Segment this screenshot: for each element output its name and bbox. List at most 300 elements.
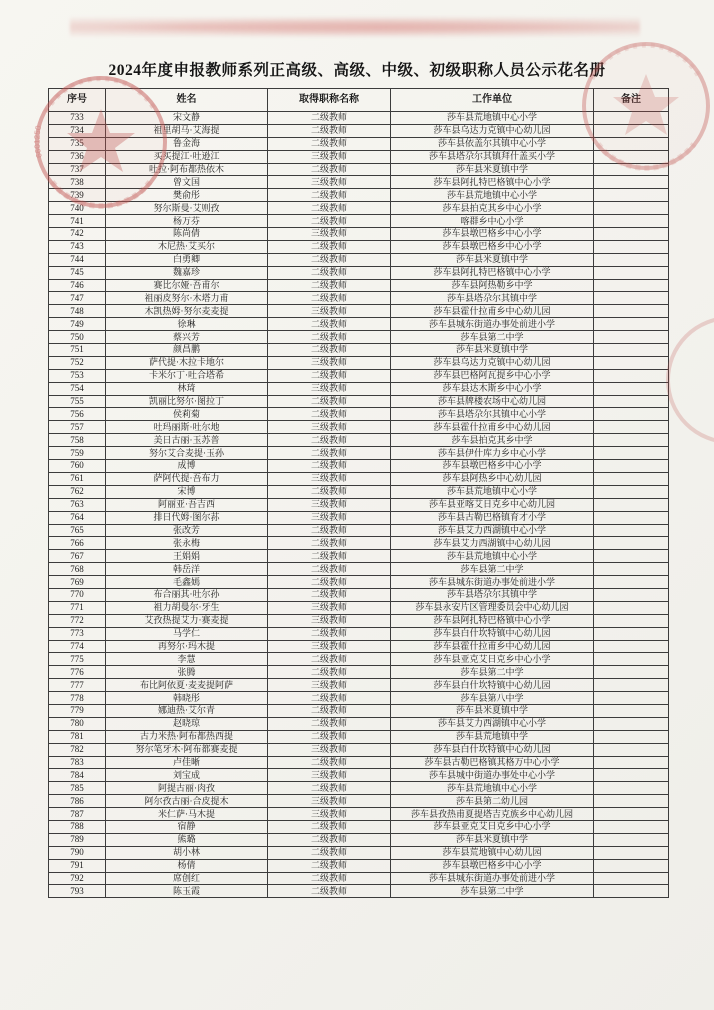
serial-cell: 790 bbox=[49, 846, 106, 859]
remark-cell bbox=[594, 434, 669, 447]
serial-cell: 767 bbox=[49, 550, 106, 563]
title-cell: 二级教师 bbox=[268, 872, 391, 885]
title-cell: 二级教师 bbox=[268, 395, 391, 408]
serial-cell: 765 bbox=[49, 524, 106, 537]
table-row bbox=[49, 859, 669, 872]
table-row bbox=[49, 640, 669, 653]
table-row bbox=[49, 730, 669, 743]
serial-cell: 753 bbox=[49, 369, 106, 382]
name-cell: 魏嘉珍 bbox=[106, 266, 268, 279]
remark-cell bbox=[594, 563, 669, 576]
unit-cell: 莎车县乌达力克镇中心幼儿园 bbox=[391, 124, 594, 137]
title-cell: 三级教师 bbox=[268, 795, 391, 808]
name-cell: 卢佳晰 bbox=[106, 756, 268, 769]
name-cell: 韩晓彤 bbox=[106, 692, 268, 705]
table-row bbox=[49, 550, 669, 563]
table-row bbox=[49, 795, 669, 808]
title-cell: 二级教师 bbox=[268, 279, 391, 292]
table-row bbox=[49, 653, 669, 666]
table-row bbox=[49, 756, 669, 769]
title-cell: 二级教师 bbox=[268, 627, 391, 640]
name-cell: 吐拉·阿布都热依木 bbox=[106, 163, 268, 176]
table-row bbox=[49, 395, 669, 408]
table-row bbox=[49, 472, 669, 485]
serial-cell: 793 bbox=[49, 885, 106, 898]
unit-cell: 莎车县米夏镇中学 bbox=[391, 344, 594, 357]
title-cell: 三级教师 bbox=[268, 679, 391, 692]
serial-cell: 742 bbox=[49, 228, 106, 241]
serial-cell: 756 bbox=[49, 408, 106, 421]
title-cell: 三级教师 bbox=[268, 382, 391, 395]
title-cell: 三级教师 bbox=[268, 498, 391, 511]
name-cell: 祖里胡马·艾海提 bbox=[106, 124, 268, 137]
serial-cell: 760 bbox=[49, 460, 106, 473]
remark-cell bbox=[594, 240, 669, 253]
remark-cell bbox=[594, 820, 669, 833]
table-row bbox=[49, 563, 669, 576]
serial-cell: 763 bbox=[49, 498, 106, 511]
serial-cell: 761 bbox=[49, 472, 106, 485]
serial-cell: 778 bbox=[49, 692, 106, 705]
name-cell: 蔡兴芳 bbox=[106, 331, 268, 344]
serial-cell: 791 bbox=[49, 859, 106, 872]
remark-cell bbox=[594, 859, 669, 872]
name-cell: 宿静 bbox=[106, 820, 268, 833]
title-cell: 二级教师 bbox=[268, 885, 391, 898]
remark-cell bbox=[594, 679, 669, 692]
remark-cell bbox=[594, 550, 669, 563]
remark-cell bbox=[594, 344, 669, 357]
remark-cell bbox=[594, 318, 669, 331]
table-row bbox=[49, 743, 669, 756]
serial-cell: 738 bbox=[49, 176, 106, 189]
remark-cell bbox=[594, 524, 669, 537]
name-cell: 熊璐 bbox=[106, 833, 268, 846]
unit-cell: 莎车县拍克其乡中学 bbox=[391, 434, 594, 447]
remark-cell bbox=[594, 137, 669, 150]
remark-cell bbox=[594, 692, 669, 705]
unit-cell: 莎车县第八中学 bbox=[391, 692, 594, 705]
table-row bbox=[49, 112, 669, 125]
table-row bbox=[49, 202, 669, 215]
unit-cell: 莎车县荒地镇中心幼儿园 bbox=[391, 846, 594, 859]
remark-cell bbox=[594, 653, 669, 666]
table-row bbox=[49, 511, 669, 524]
remark-cell bbox=[594, 202, 669, 215]
unit-cell: 莎车县阿扎特巴格镇中心小学 bbox=[391, 266, 594, 279]
header-serial: 序号 bbox=[49, 89, 106, 112]
header-remarks: 备注 bbox=[594, 89, 669, 112]
remark-cell bbox=[594, 266, 669, 279]
title-cell: 二级教师 bbox=[268, 240, 391, 253]
page-title: 2024年度申报教师系列正高级、高级、中级、初级职称人员公示花名册 bbox=[108, 62, 606, 79]
table-row bbox=[49, 137, 669, 150]
table-row bbox=[49, 820, 669, 833]
unit-cell: 莎车县巴格阿瓦提乡中心小学 bbox=[391, 369, 594, 382]
unit-cell: 莎车县荒地镇中心小学 bbox=[391, 550, 594, 563]
serial-cell: 755 bbox=[49, 395, 106, 408]
name-cell: 樊俞彤 bbox=[106, 189, 268, 202]
table-row bbox=[49, 266, 669, 279]
header-row bbox=[49, 89, 669, 112]
title-cell: 二级教师 bbox=[268, 588, 391, 601]
serial-cell: 774 bbox=[49, 640, 106, 653]
name-cell: 杨倩 bbox=[106, 859, 268, 872]
serial-cell: 786 bbox=[49, 795, 106, 808]
serial-cell: 740 bbox=[49, 202, 106, 215]
serial-cell: 764 bbox=[49, 511, 106, 524]
table-row bbox=[49, 769, 669, 782]
unit-cell: 莎车县霍什拉甫乡中心幼儿园 bbox=[391, 640, 594, 653]
unit-cell: 莎车县城东街道办事处前进小学 bbox=[391, 872, 594, 885]
serial-cell: 751 bbox=[49, 344, 106, 357]
remark-cell bbox=[594, 846, 669, 859]
title-cell: 二级教师 bbox=[268, 485, 391, 498]
title-cell: 二级教师 bbox=[268, 756, 391, 769]
serial-cell: 789 bbox=[49, 833, 106, 846]
table-row bbox=[49, 485, 669, 498]
remark-cell bbox=[594, 124, 669, 137]
name-cell: 陈玉霞 bbox=[106, 885, 268, 898]
title-cell: 三级教师 bbox=[268, 511, 391, 524]
remark-cell bbox=[594, 485, 669, 498]
remark-cell bbox=[594, 782, 669, 795]
serial-cell: 746 bbox=[49, 279, 106, 292]
table-row bbox=[49, 215, 669, 228]
name-cell: 木尼热·艾买尔 bbox=[106, 240, 268, 253]
table-row bbox=[49, 279, 669, 292]
table-row bbox=[49, 305, 669, 318]
unit-cell: 莎车县依盖尔其镇中心小学 bbox=[391, 137, 594, 150]
remark-cell bbox=[594, 447, 669, 460]
remark-cell bbox=[594, 498, 669, 511]
name-cell: 阿丽亚·吾吉西 bbox=[106, 498, 268, 511]
name-cell: 林琦 bbox=[106, 382, 268, 395]
serial-cell: 750 bbox=[49, 331, 106, 344]
title-cell: 二级教师 bbox=[268, 524, 391, 537]
unit-cell: 莎车县墩巴格乡中心小学 bbox=[391, 460, 594, 473]
name-cell: 宋文静 bbox=[106, 112, 268, 125]
name-cell: 阿提古丽·肉孜 bbox=[106, 782, 268, 795]
remark-cell bbox=[594, 150, 669, 163]
name-cell: 胡小林 bbox=[106, 846, 268, 859]
remark-cell bbox=[594, 292, 669, 305]
remark-cell bbox=[594, 756, 669, 769]
unit-cell: 莎车县墩巴格乡中心小学 bbox=[391, 228, 594, 241]
unit-cell: 莎车县米夏镇中学 bbox=[391, 833, 594, 846]
remark-cell bbox=[594, 356, 669, 369]
name-cell: 李慧 bbox=[106, 653, 268, 666]
remark-cell bbox=[594, 176, 669, 189]
title-cell: 二级教师 bbox=[268, 112, 391, 125]
serial-cell: 784 bbox=[49, 769, 106, 782]
unit-cell: 莎车县城东街道办事处前进小学 bbox=[391, 576, 594, 589]
title-cell: 三级教师 bbox=[268, 305, 391, 318]
name-cell: 张腾 bbox=[106, 666, 268, 679]
table-row bbox=[49, 808, 669, 821]
serial-cell: 782 bbox=[49, 743, 106, 756]
title-cell: 二级教师 bbox=[268, 460, 391, 473]
serial-cell: 758 bbox=[49, 434, 106, 447]
title-cell: 二级教师 bbox=[268, 292, 391, 305]
remark-cell bbox=[594, 305, 669, 318]
serial-cell: 777 bbox=[49, 679, 106, 692]
title-cell: 二级教师 bbox=[268, 215, 391, 228]
remark-cell bbox=[594, 601, 669, 614]
serial-cell: 743 bbox=[49, 240, 106, 253]
name-cell: 布比阿依夏·麦麦提阿萨 bbox=[106, 679, 268, 692]
table-row bbox=[49, 704, 669, 717]
unit-cell: 莎车县阿扎特巴格镇中心小学 bbox=[391, 614, 594, 627]
unit-cell: 莎车县亚克艾日克乡中心小学 bbox=[391, 820, 594, 833]
table-row bbox=[49, 614, 669, 627]
header-title-obtained: 取得职称名称 bbox=[268, 89, 391, 112]
remark-cell bbox=[594, 511, 669, 524]
unit-cell: 莎车县达木斯乡中心小学 bbox=[391, 382, 594, 395]
title-cell: 三级教师 bbox=[268, 472, 391, 485]
name-cell: 萨代提·木拉卡地尔 bbox=[106, 356, 268, 369]
remark-cell bbox=[594, 872, 669, 885]
table-row bbox=[49, 331, 669, 344]
serial-cell: 776 bbox=[49, 666, 106, 679]
remark-cell bbox=[594, 421, 669, 434]
roster-table bbox=[48, 88, 669, 898]
table-row bbox=[49, 240, 669, 253]
unit-cell: 莎车县乌达力克镇中心幼儿园 bbox=[391, 356, 594, 369]
table-row bbox=[49, 421, 669, 434]
title-cell: 三级教师 bbox=[268, 614, 391, 627]
title-cell: 二级教师 bbox=[268, 653, 391, 666]
serial-cell: 771 bbox=[49, 601, 106, 614]
unit-cell: 莎车县荒地镇中学 bbox=[391, 730, 594, 743]
unit-cell: 莎车县第二中学 bbox=[391, 331, 594, 344]
svg-text:6601250: 6601250 bbox=[32, 124, 44, 159]
unit-cell: 莎车县墩巴格乡中心小学 bbox=[391, 240, 594, 253]
table-row bbox=[49, 434, 669, 447]
name-cell: 阿尔孜古丽·合皮提木 bbox=[106, 795, 268, 808]
table-row bbox=[49, 356, 669, 369]
remark-cell bbox=[594, 163, 669, 176]
unit-cell: 莎车县白什坎特镇中心幼儿园 bbox=[391, 627, 594, 640]
header-name: 姓名 bbox=[106, 89, 268, 112]
table-row bbox=[49, 150, 669, 163]
serial-cell: 748 bbox=[49, 305, 106, 318]
name-cell: 徐琳 bbox=[106, 318, 268, 331]
name-cell: 宋博 bbox=[106, 485, 268, 498]
table-row bbox=[49, 382, 669, 395]
name-cell: 祖丽皮努尔·木塔力甫 bbox=[106, 292, 268, 305]
table-row bbox=[49, 253, 669, 266]
name-cell: 美日古丽·玉苏普 bbox=[106, 434, 268, 447]
name-cell: 古力米热·阿布都热西提 bbox=[106, 730, 268, 743]
remark-cell bbox=[594, 576, 669, 589]
table-row bbox=[49, 833, 669, 846]
unit-cell: 莎车县白什坎特镇中心幼儿园 bbox=[391, 743, 594, 756]
table-row bbox=[49, 498, 669, 511]
name-cell: 成博 bbox=[106, 460, 268, 473]
serial-cell: 734 bbox=[49, 124, 106, 137]
table-row bbox=[49, 292, 669, 305]
unit-cell: 莎车县霍什拉甫乡中心幼儿园 bbox=[391, 305, 594, 318]
title-cell: 二级教师 bbox=[268, 820, 391, 833]
title-cell: 三级教师 bbox=[268, 743, 391, 756]
title-cell: 二级教师 bbox=[268, 704, 391, 717]
table-row bbox=[49, 692, 669, 705]
title-cell: 二级教师 bbox=[268, 189, 391, 202]
name-cell: 杨万芬 bbox=[106, 215, 268, 228]
title-cell: 三级教师 bbox=[268, 421, 391, 434]
table-row bbox=[49, 679, 669, 692]
unit-cell: 莎车县阿扎特巴格镇中心小学 bbox=[391, 176, 594, 189]
title-cell: 二级教师 bbox=[268, 202, 391, 215]
unit-cell: 莎车县城中街道办事处中心小学 bbox=[391, 769, 594, 782]
serial-cell: 787 bbox=[49, 808, 106, 821]
table-row bbox=[49, 717, 669, 730]
serial-cell: 752 bbox=[49, 356, 106, 369]
table-row bbox=[49, 369, 669, 382]
name-cell: 米仁萨·马木提 bbox=[106, 808, 268, 821]
name-cell: 席创红 bbox=[106, 872, 268, 885]
remark-cell bbox=[594, 369, 669, 382]
serial-cell: 762 bbox=[49, 485, 106, 498]
unit-cell: 莎车县塔尕尔其镇中学 bbox=[391, 588, 594, 601]
title-cell: 二级教师 bbox=[268, 537, 391, 550]
title-cell: 三级教师 bbox=[268, 769, 391, 782]
table-row bbox=[49, 176, 669, 189]
remark-cell bbox=[594, 808, 669, 821]
title-cell: 二级教师 bbox=[268, 576, 391, 589]
title-cell: 三级教师 bbox=[268, 356, 391, 369]
remark-cell bbox=[594, 717, 669, 730]
header-work-unit: 工作单位 bbox=[391, 89, 594, 112]
name-cell: 买买提江·吐逊江 bbox=[106, 150, 268, 163]
name-cell: 赵晓琼 bbox=[106, 717, 268, 730]
remark-cell bbox=[594, 588, 669, 601]
table-row bbox=[49, 846, 669, 859]
title-cell: 三级教师 bbox=[268, 601, 391, 614]
serial-cell: 749 bbox=[49, 318, 106, 331]
name-cell: 卡米尔丁·吐合塔希 bbox=[106, 369, 268, 382]
serial-cell: 766 bbox=[49, 537, 106, 550]
table-row bbox=[49, 782, 669, 795]
unit-cell: 莎车县墩巴格乡中心小学 bbox=[391, 859, 594, 872]
title-cell: 二级教师 bbox=[268, 447, 391, 460]
name-cell: 陈尚倩 bbox=[106, 228, 268, 241]
remark-cell bbox=[594, 666, 669, 679]
serial-cell: 733 bbox=[49, 112, 106, 125]
unit-cell: 莎车县第二中学 bbox=[391, 885, 594, 898]
name-cell: 毛鑫嫣 bbox=[106, 576, 268, 589]
title-cell: 二级教师 bbox=[268, 344, 391, 357]
title-cell: 二级教师 bbox=[268, 846, 391, 859]
table-row bbox=[49, 666, 669, 679]
remark-cell bbox=[594, 382, 669, 395]
serial-cell: 769 bbox=[49, 576, 106, 589]
unit-cell: 莎车县孜热甫夏提塔吉克族乡中心幼儿园 bbox=[391, 808, 594, 821]
serial-cell: 770 bbox=[49, 588, 106, 601]
remark-cell bbox=[594, 279, 669, 292]
name-cell: 侯莉菊 bbox=[106, 408, 268, 421]
table-row bbox=[49, 537, 669, 550]
name-cell: 努尔笔牙木·阿布都赛麦提 bbox=[106, 743, 268, 756]
title-cell: 三级教师 bbox=[268, 176, 391, 189]
table-row bbox=[49, 601, 669, 614]
table-row bbox=[49, 447, 669, 460]
unit-cell: 莎车县艾力西湖镇中心小学 bbox=[391, 524, 594, 537]
remark-cell bbox=[594, 395, 669, 408]
title-cell: 二级教师 bbox=[268, 550, 391, 563]
unit-cell: 莎车县第二幼儿园 bbox=[391, 795, 594, 808]
remark-cell bbox=[594, 640, 669, 653]
title-cell: 二级教师 bbox=[268, 859, 391, 872]
name-cell: 娜迪热·艾尔青 bbox=[106, 704, 268, 717]
remark-cell bbox=[594, 112, 669, 125]
title-cell: 二级教师 bbox=[268, 782, 391, 795]
name-cell: 萨阿代提·吾布力 bbox=[106, 472, 268, 485]
title-cell: 二级教师 bbox=[268, 408, 391, 421]
serial-cell: 773 bbox=[49, 627, 106, 640]
table-body bbox=[49, 112, 669, 898]
remark-cell bbox=[594, 769, 669, 782]
title-cell: 二级教师 bbox=[268, 692, 391, 705]
unit-cell: 莎车县塔尕尔其镇中心小学 bbox=[391, 408, 594, 421]
title-cell: 三级教师 bbox=[268, 808, 391, 821]
name-cell: 凯丽比努尔·图拉丁 bbox=[106, 395, 268, 408]
serial-cell: 779 bbox=[49, 704, 106, 717]
table-row bbox=[49, 318, 669, 331]
name-cell: 再努尔·玛木提 bbox=[106, 640, 268, 653]
remark-cell bbox=[594, 408, 669, 421]
remark-cell bbox=[594, 614, 669, 627]
title-cell: 二级教师 bbox=[268, 163, 391, 176]
unit-cell: 莎车县荒地镇中心小学 bbox=[391, 782, 594, 795]
serial-cell: 735 bbox=[49, 137, 106, 150]
serial-cell: 739 bbox=[49, 189, 106, 202]
remark-cell bbox=[594, 189, 669, 202]
title-cell: 二级教师 bbox=[268, 434, 391, 447]
unit-cell: 莎车县第二中学 bbox=[391, 563, 594, 576]
remark-cell bbox=[594, 885, 669, 898]
title-cell: 二级教师 bbox=[268, 369, 391, 382]
name-cell: 张永梅 bbox=[106, 537, 268, 550]
unit-cell: 莎车县古勒巴格镇育才小学 bbox=[391, 511, 594, 524]
name-cell: 张改芳 bbox=[106, 524, 268, 537]
remark-cell bbox=[594, 228, 669, 241]
remark-cell bbox=[594, 253, 669, 266]
table-row bbox=[49, 524, 669, 537]
name-cell: 王娟娟 bbox=[106, 550, 268, 563]
remark-cell bbox=[594, 460, 669, 473]
title-cell: 二级教师 bbox=[268, 266, 391, 279]
table-row bbox=[49, 588, 669, 601]
table-row bbox=[49, 408, 669, 421]
name-cell: 马学仁 bbox=[106, 627, 268, 640]
name-cell: 曾文国 bbox=[106, 176, 268, 189]
table-row bbox=[49, 576, 669, 589]
unit-cell: 莎车县塔尕尔其镇拜什盖买小学 bbox=[391, 150, 594, 163]
serial-cell: 788 bbox=[49, 820, 106, 833]
serial-cell: 744 bbox=[49, 253, 106, 266]
unit-cell: 莎车县牌楼农场中心幼儿园 bbox=[391, 395, 594, 408]
title-cell: 二级教师 bbox=[268, 318, 391, 331]
table-row bbox=[49, 344, 669, 357]
title-cell: 二级教师 bbox=[268, 666, 391, 679]
name-cell: 赛比尔娅·吾甫尔 bbox=[106, 279, 268, 292]
table-row bbox=[49, 460, 669, 473]
title-cell: 三级教师 bbox=[268, 150, 391, 163]
remark-cell bbox=[594, 627, 669, 640]
unit-cell: 莎车县塔尕尔其镇中学 bbox=[391, 292, 594, 305]
